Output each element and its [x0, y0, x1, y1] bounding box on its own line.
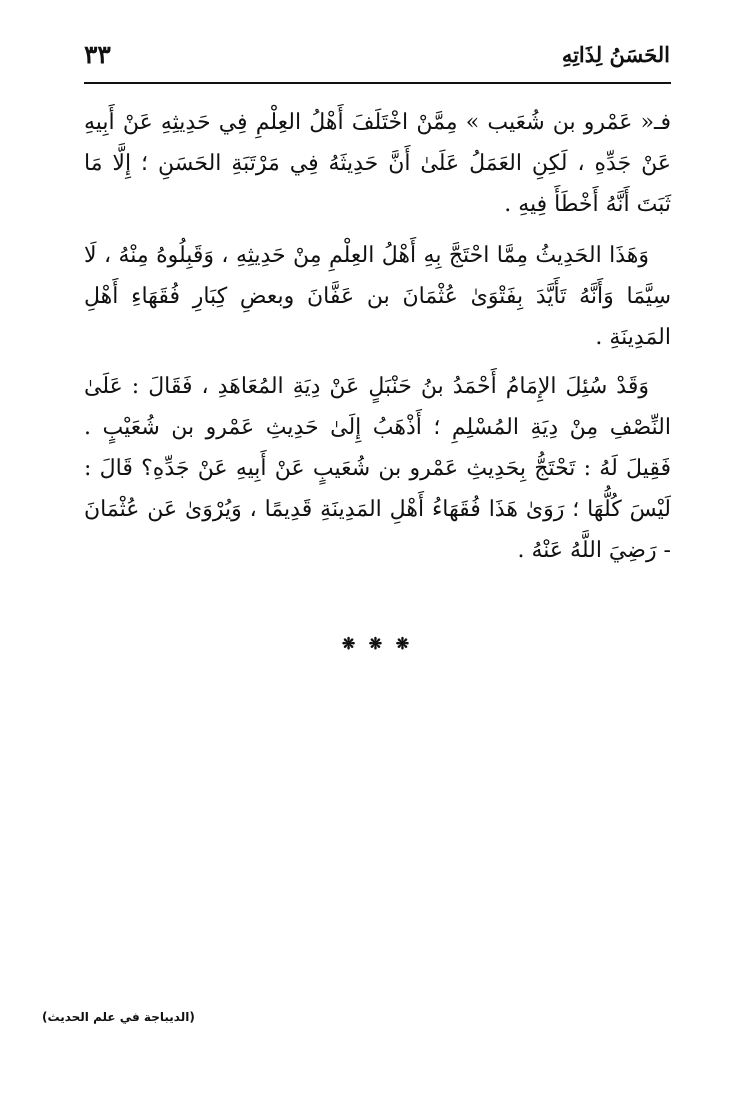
- main-text: [84, 102, 671, 571]
- header-divider: [84, 82, 671, 84]
- page-number: ٣٣: [84, 40, 111, 69]
- paragraph-2: وَهَذَا الحَدِيثُ مِمَّا احْتَجَّ بِهِ أَهْلُ العِلْمِ مِنْ حَدِيثِهِ ، وَقَبِلُوهُ مِنْهُ ، لَا سِيَّمَا وَأَنَّهُ تَأَيَّدَ بِفَتْوَىٰ عُثْمَانَ بن عَفَّانَ وبعضِ كِبَارِ فُقَهَاءِ أَهْلِ المَدِينَةِ .: [84, 243, 671, 350]
- running-head: الحَسَنُ لِذَاتِهِ: [561, 42, 670, 67]
- footer-book-title: (الديباجة في علم الحديث): [42, 1010, 195, 1024]
- paragraph-3: وَقَدْ سُئِلَ الإِمَامُ أَحْمَدُ بنُ حَنْبَلٍ عَنْ دِيَةِ المُعَاهَدِ ، فَقَالَ : عَلَىٰ النِّصْفِ مِنْ دِيَةِ المُسْلِمِ ؛ أَذْهَبُ إِلَىٰ حَدِيثِ عَمْرو بن شُعَيْبٍ . فَقِيلَ لَهُ : تَحْتَجُّ بِحَدِيثِ عَمْرو بن شُعَيبٍ عَنْ أَبِيهِ عَنْ جَدِّهِ؟ قَالَ : لَيْسَ كُلُّهَا ؛ رَوَىٰ هَذَا فُقَهَاءُ أَهْلِ المَدِينَةِ قَدِيمًا ، وَيُرْوَىٰ عَن عُثْمَانَ - رَضِيَ اللَّهُ عَنْهُ .: [84, 374, 672, 563]
- paragraph-1: فـ« عَمْرو بن شُعَيب » مِمَّنْ اخْتَلَفَ أَهْلُ العِلْمِ فِي حَدِيثِهِ عَنْ أَبِيهِ عَنْ جَدِّهِ ، لَكِنِ العَمَلُ عَلَىٰ أَنَّ حَدِيثَهُ فِي مَرْتَبَةِ الحَسَنِ ؛ إِلَّا مَا ثَبَتَ أَنَّهُ أَخْطَأَ فِيهِ .: [84, 110, 671, 217]
- section-separator: ❋ ❋ ❋: [341, 634, 414, 653]
- page-header: [84, 40, 670, 78]
